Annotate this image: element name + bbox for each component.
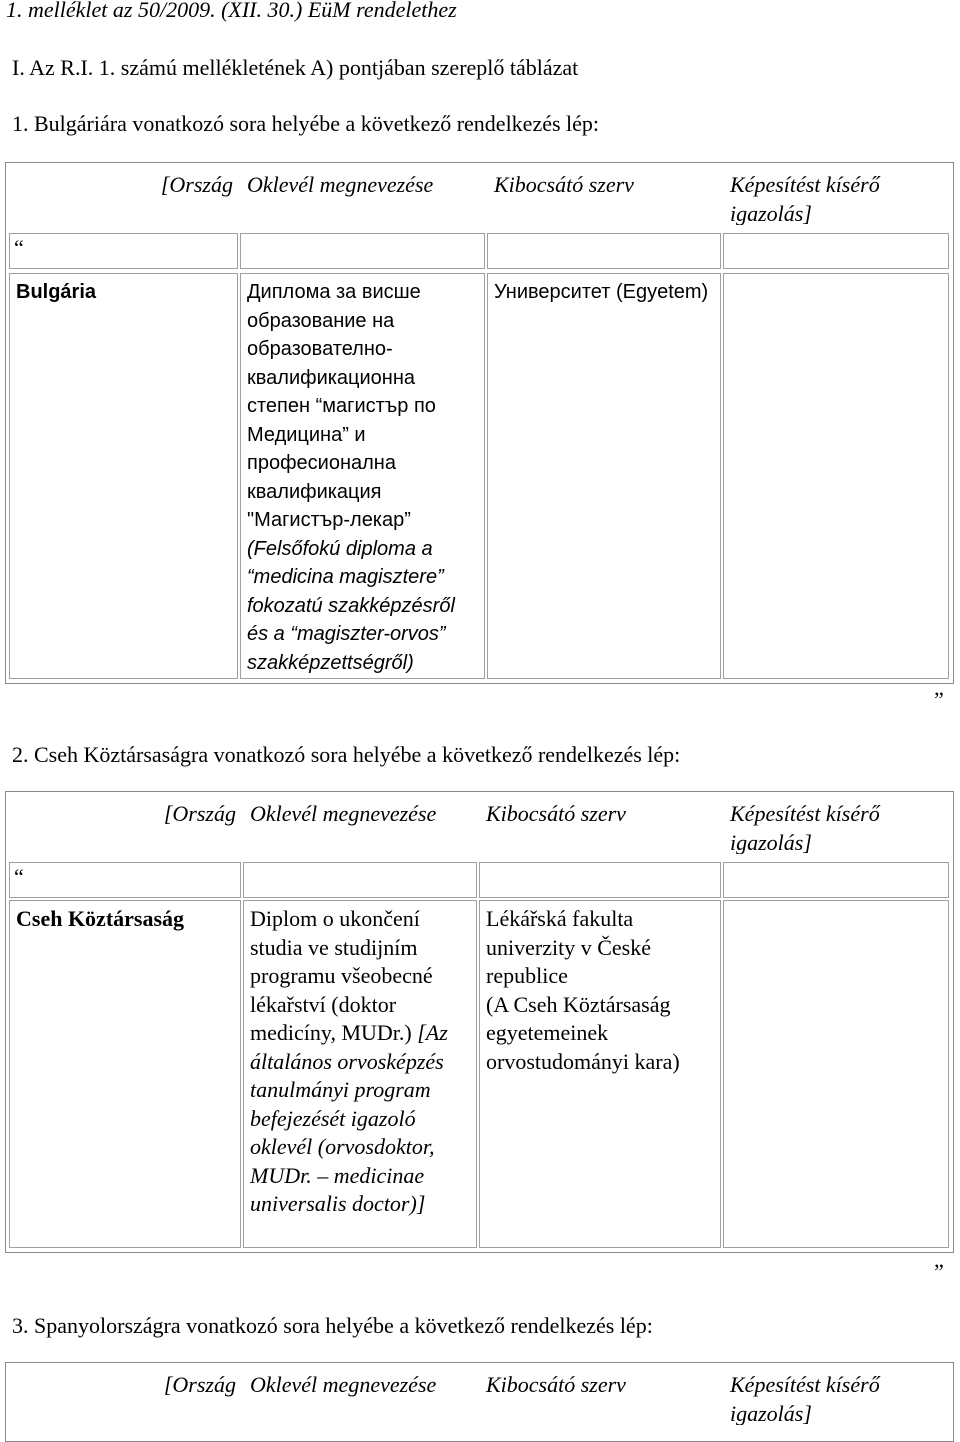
czech-table <box>5 791 954 1253</box>
quote-cell <box>9 862 241 898</box>
certificate-cell <box>723 273 949 679</box>
column-header-issuer: Kibocsátó szerv <box>479 795 721 855</box>
bulgaria-table <box>5 162 954 684</box>
diploma-cell <box>240 273 485 679</box>
column-header-country: [Ország <box>9 166 238 226</box>
country-cell: Cseh Köztársaság <box>9 900 241 1248</box>
quote-cell <box>9 233 238 269</box>
column-header-country: [Ország <box>9 1366 241 1426</box>
empty-cell <box>723 233 949 269</box>
column-header-issuer: Kibocsátó szerv <box>479 1366 721 1426</box>
column-header-diploma: Oklevél megnevezése <box>243 795 477 855</box>
table-reference: I. Az R.I. 1. számú mellékletének A) pontjában szereplő táblázat <box>12 55 579 80</box>
empty-cell <box>240 233 485 269</box>
diploma-name: Diplom o ukončení studia ve studijním programu všeobecné lékařství (doktor medicíny, MUDr.) <box>250 906 433 1045</box>
issuer-cell: Lékářská fakulta univerzity v České republice (A Cseh Köztársaság egyetemeinek orvostudományi kara) <box>479 900 721 1248</box>
country-cell: Bulgária <box>9 273 238 679</box>
diploma-cell <box>243 900 477 1248</box>
empty-cell <box>723 862 949 898</box>
section-heading-spain: 3. Spanyolországra vonatkozó sora helyébe a következő rendelkezés lép: <box>12 1313 653 1338</box>
column-header-certificate: Képesítést kísérő igazolás] <box>723 1366 949 1426</box>
column-header-certificate: Képesítést kísérő igazolás] <box>723 166 949 226</box>
certificate-cell <box>723 900 949 1248</box>
empty-cell <box>243 862 477 898</box>
empty-cell <box>487 233 721 269</box>
opening-quote: “ <box>14 235 24 260</box>
column-header-country: [Ország <box>9 795 241 855</box>
issuer-cell: Университет (Egyetem) <box>487 273 721 679</box>
closing-quote: ” <box>934 687 944 712</box>
column-header-diploma: Oklevél megnevezése <box>240 166 485 226</box>
empty-cell <box>479 862 721 898</box>
diploma-translation: (Felsőfokú diploma a “medicina magisztere” fokozatú szakképzésről és a “magiszter-orvos” szakképzettségről) <box>247 537 455 674</box>
column-header-diploma: Oklevél megnevezése <box>243 1366 477 1426</box>
opening-quote: “ <box>14 864 24 889</box>
section-heading-bulgaria: 1. Bulgáriára vonatkozó sora helyébe a következő rendelkezés lép: <box>12 111 600 136</box>
diploma-name: Диплома за висше образование на образователно-квалификационна степен “магистър по Медицина” и професионална квалификация "Магистър-лекар” <box>247 281 436 531</box>
spain-table <box>5 1362 954 1442</box>
section-heading-czech: 2. Cseh Köztársaságra vonatkozó sora helyébe a következő rendelkezés lép: <box>12 742 681 767</box>
diploma-translation: [Az általános orvosképzés tanulmányi program befejezését igazoló oklevél (orvosdoktor, MUDr. – medicinae universalis doctor)] <box>250 1020 448 1216</box>
column-header-issuer: Kibocsátó szerv <box>487 166 721 226</box>
closing-quote: ” <box>934 1259 944 1284</box>
column-header-certificate: Képesítést kísérő igazolás] <box>723 795 949 855</box>
annex-title: 1. melléklet az 50/2009. (XII. 30.) EüM rendelethez <box>6 0 457 22</box>
